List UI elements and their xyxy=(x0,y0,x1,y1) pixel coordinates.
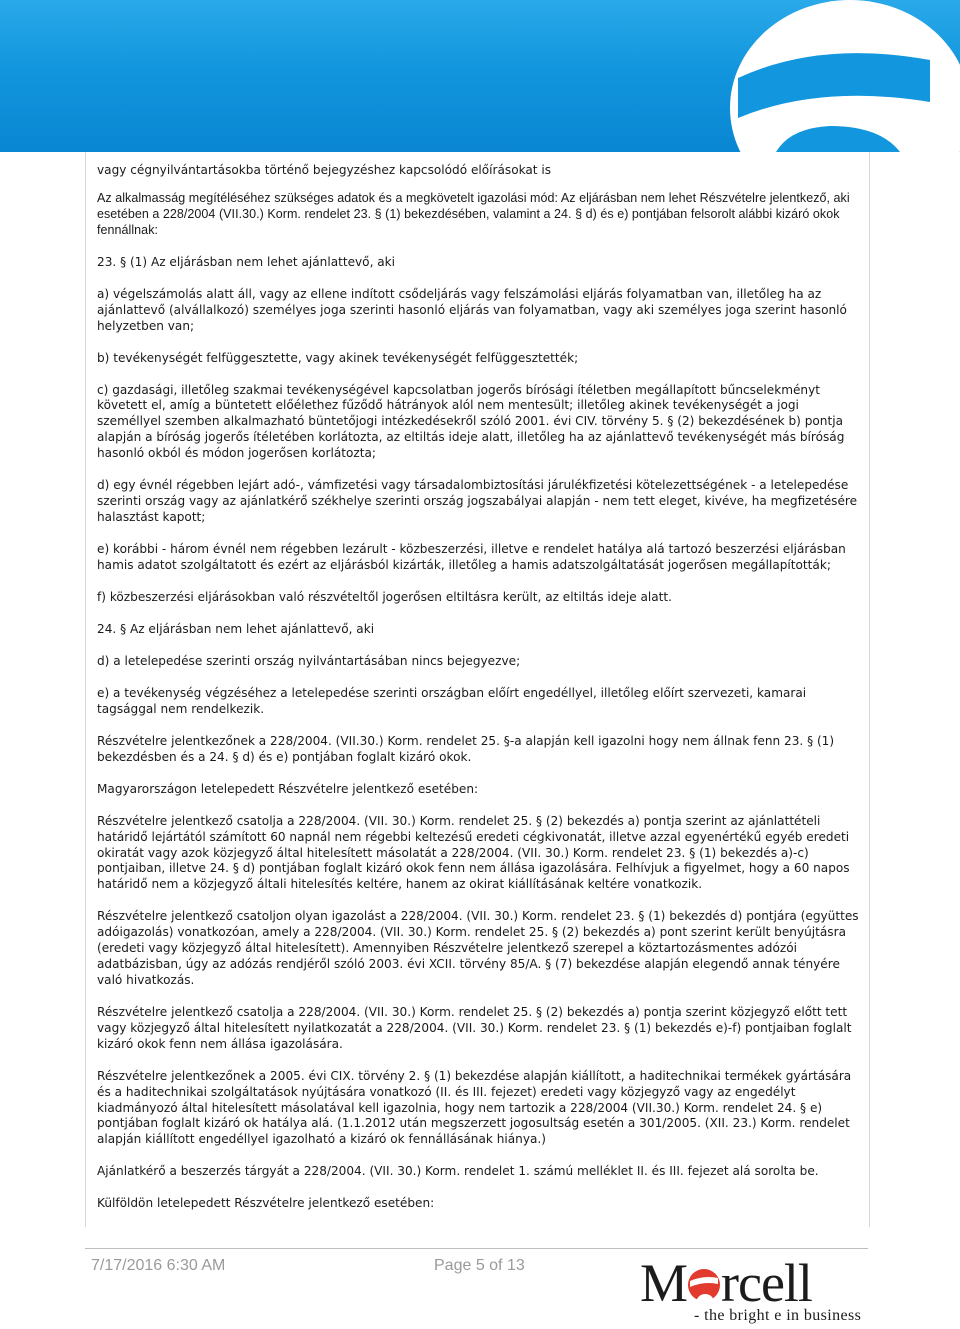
header-banner xyxy=(0,0,960,152)
paragraph: b) tevékenységét felfüggesztette, vagy akinek tevékenységét felfüggesztették; xyxy=(97,350,579,365)
document-body xyxy=(97,163,863,1228)
paragraph: Részvételre jelentkező csatoljon olyan igazolást a 228/2004. (VII. 30.) Korm. rendelet 23. § (1) bekezdés d) pontjára (együttes adóigazolás) vonatkozóan, amely a 228/2004. (VII. 30.) Korm. rendelet 25. § (2) bekezdés a) pont szerint került benyújtásra (eredeti vagy közjegyző által hitelesített). Amennyiben Részvételre jelentkező szerepel a köztartozásmentes adózói adatbázisban, úgy az adózás rendjéről szóló 2003. évi XCII. törvény 85/A. § (7) bekezdése alapján elegendő annak tényére való hivatkozás. xyxy=(97,909,859,987)
paragraph: d) egy évnél régebben lejárt adó-, vámfizetési vagy társadalombiztosítási járulékfizetési kötelezettségének - a letelepedése szerinti ország vagy az ajánlatkérő székhelye szerinti ország jogszabályai alapján - nem tett eleget, kivéve, ha megfizetésére halasztást kapott; xyxy=(97,478,858,524)
paragraph: e) a tevékenység végzéséhez a letelepedése szerinti országban előírt engedéllyel, illetőleg előírt szervezeti, kamarai tagsággal nem rendelkezik. xyxy=(97,685,807,716)
footer-divider xyxy=(85,1248,868,1249)
brand-suffix: rcell xyxy=(721,1253,812,1313)
brand-tagline: - the bright e in business xyxy=(694,1307,862,1324)
paragraph: Az alkalmasság megítéléséhez szükséges adatok és a megkövetelt igazolási mód: Az eljárásban nem lehet Részvételre jelentkező, aki esetében a 228/2004 (VII.30.) Korm. rendelet 23. § (1) bekezdésében, valamint a 24. § d) és e) pontjában felsorolt alábbi kizáró okok fennállnak: xyxy=(97,190,850,237)
brand-prefix: M xyxy=(640,1253,688,1313)
paragraph: d) a letelepedése szerinti ország nyilvántartásában nincs bejegyezve; xyxy=(97,653,521,668)
footer-date: 7/17/2016 6:30 AM xyxy=(91,1257,226,1274)
paragraph: Ajánlatkérő a beszerzés tárgyát a 228/2004. (VII. 30.) Korm. rendelet 1. számú melléklet II. és III. fejezet alá sorolta be. xyxy=(97,1164,819,1179)
paragraph: Külföldön letelepedett Részvételre jelentkező esetében: xyxy=(97,1196,435,1211)
page-number: Page 5 of 13 xyxy=(434,1257,525,1274)
paragraph: c) gazdasági, illetőleg szakmai tevékenységével kapcsolatban jogerős bírósági ítéletben megállapított bűncselekményt követett el, amíg a büntetett előélethez fűződő hátrányok alól nem mentesült; illetőleg akinek tevékenységét a jogi személlyel szemben alkalmazható büntetőjogi intézkedésekről szóló 2001. évi CIV. törvény 5. § (2) bekezdésének b) pontja alapján a bíróság jogerős ítéletében korlátozta, az eltiltás ideje alatt, illetőleg ha az ajánlattevő tevékenységét más bíróság hasonló okból és módon jogerősen korlátozta; xyxy=(97,382,845,461)
paragraph: e) korábbi - három évnél nem régebben lezárult - közbeszerzési, illetve e rendelet hatálya alá tartozó beszerzési eljárásban hamis adatot szolgáltatott és ezért az eljárásból kizárták, illetőleg a hamis adatszolgáltatását jogerősen megállapították; xyxy=(97,541,846,572)
paragraph: Magyarországon letelepedett Részvételre jelentkező esetében: xyxy=(97,781,479,796)
paragraph: 24. § Az eljárásban nem lehet ajánlattevő, aki xyxy=(97,621,375,636)
paragraph: f) közbeszerzési eljárásokban való részvételtől jogerősen eltiltásra került, az eltiltás ideje alatt. xyxy=(97,589,672,604)
paragraph: Részvételre jelentkezőnek a 228/2004. (VII.30.) Korm. rendelet 25. §-a alapján kell igazolni hogy nem állnak fenn 23. § (1) bekezdésben és a 24. § d) és e) pontjában foglalt kizáró okok. xyxy=(97,733,835,764)
brand-e-icon xyxy=(687,1264,721,1302)
paragraph: Részvételre jelentkező csatolja a 228/2004. (VII. 30.) Korm. rendelet 25. § (2) bekezdés a) pontja szerint az ajánlattételi határidő lejártától számított 60 napnál nem régebbi keltezésű eredeti cégkivonatát, illetve azzal egyenértékű egyéb eredeti okiratát vagy azok közjegyző által hitelesített másolatát a 228/2004. (VII. 30.) Korm. rendelet 23. § (1) bekezdés a)-c) pontjaiban, illetve 24. § d) pontjában foglalt kizáró okok fenn nem állása igazolására. Felhívjuk a figyelmet, hogy a 60 napos határidő nem a közjegyző általi hitelesítés keltére, hanem az okirat kiállításának keltére vonatkozik. xyxy=(97,813,850,892)
paragraph: Részvételre jelentkező csatolja a 228/2004. (VII. 30.) Korm. rendelet 25. § (2) bekezdés a) pontja szerint közjegyző előtt tett vagy közjegyző által hitelesített nyilatkozatát a 228/2004. (VII. 30.) Korm. rendelet 23. § (1) bekezdés e)-f) pontjaiban foglalt kizáró okok fenn nem állása igazolására. xyxy=(97,1004,852,1051)
brand-logo xyxy=(640,1253,860,1329)
paragraph: Részvételre jelentkezőnek a 2005. évi CIX. törvény 2. § (1) bekezdése alapján kiállított, a haditechnikai termékek gyártására és a haditechnikai szolgáltatások nyújtására vonatkozó (II. és III. fejezet) eredeti vagy közjegyző vagy az engedélyt kiadmányozó által hitelesített másolatával kell igazolnia, hogy nem tartozik a 228/2004 (VII.30.) Korm. rendelet 24. § e) pontjában foglalt kizáró ok hatálya alá. (1.1.2012 után megszerzett jogosultság esetén a 301/2005. (XII. 23.) Korm. rendelet alapján kiállított engedéllyel igazolható a kizáró ok fennállásának hiánya.) xyxy=(97,1068,852,1147)
stylized-e-logo-icon xyxy=(0,0,960,152)
brand-wordmark xyxy=(640,1253,812,1313)
paragraph: a) végelszámolás alatt áll, vagy az ellene indított csődeljárás vagy felszámolási eljárás folyamatban van, illetőleg ha az ajánlattevő (alvállalkozó) személyes joga szerinti hasonló eljárás van folyamatban, vagy aki személyes joga szerint hasonló helyzetben van; xyxy=(97,286,847,333)
paragraph: 23. § (1) Az eljárásban nem lehet ajánlattevő, aki xyxy=(97,254,396,269)
paragraph: vagy cégnyilvántartásokba történő bejegyzéshez kapcsolódó előírásokat is xyxy=(97,163,552,177)
